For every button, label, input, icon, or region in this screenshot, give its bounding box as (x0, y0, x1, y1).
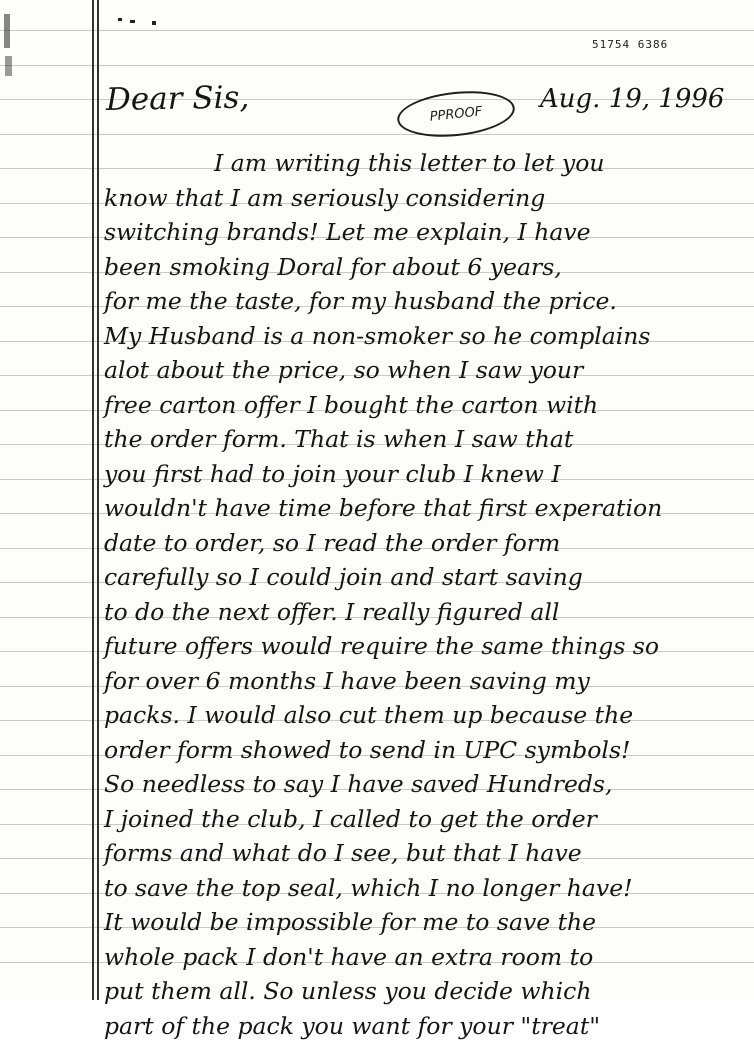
letter-line: carefully so I could join and start saving (104, 560, 744, 595)
letter-line: part of the pack you want for your "treat" (104, 1009, 744, 1043)
letter-date: Aug. 19, 1996 (540, 84, 724, 114)
letter-line: to do the next offer. I really figured all (104, 595, 744, 630)
ruled-line (0, 134, 754, 135)
letter-line: know that I am seriously considering (104, 181, 744, 216)
letter-line: you first had to join your club I knew I (104, 457, 744, 492)
letter-line: whole pack I don't have an extra room to (104, 940, 744, 975)
letter-line: for over 6 months I have been saving my (104, 664, 744, 699)
letter-line: future offers would require the same things so (104, 629, 744, 664)
letter-line: free carton offer I bought the carton with (104, 388, 744, 423)
ruled-line (0, 65, 754, 66)
letter-line: for me the taste, for my husband the price. (104, 284, 744, 319)
letter-line: wouldn't have time before that first experation (104, 491, 744, 526)
margin-line-left (92, 0, 94, 1000)
letter-line: switching brands! Let me explain, I have (104, 215, 744, 250)
salutation: Dear Sis, (106, 80, 250, 118)
letter-line: order form showed to send in UPC symbols! (104, 733, 744, 768)
letter-body (104, 146, 744, 1043)
letter-line: forms and what do I see, but that I have (104, 836, 744, 871)
letter-line: I joined the club, I called to get the order (104, 802, 744, 837)
document-id: 51754 6386 (592, 38, 668, 51)
letter-line: It would be impossible for me to save the (104, 905, 744, 940)
letter-line: I am writing this letter to let you (104, 146, 744, 181)
letter-line: date to order, so I read the order form (104, 526, 744, 561)
scan-dot-2 (130, 20, 135, 23)
scan-speck-top (4, 14, 10, 48)
letter-line: to save the top seal, which I no longer have! (104, 871, 744, 906)
letter-line: been smoking Doral for about 6 years, (104, 250, 744, 285)
letter-line: So needless to say I have saved Hundreds, (104, 767, 744, 802)
letter-line: put them all. So unless you decide which (104, 974, 744, 1009)
letter-line: alot about the price, so when I saw your (104, 353, 744, 388)
scan-dot-3 (152, 21, 156, 25)
proof-stamp-text: PPROOF (429, 104, 483, 124)
letter-line: packs. I would also cut them up because the (104, 698, 744, 733)
ruled-line (0, 30, 754, 31)
margin-line-right (97, 0, 99, 1000)
letter-line: My Husband is a non-smoker so he complains (104, 319, 744, 354)
scan-dot-1 (118, 18, 122, 21)
letter-line: the order form. That is when I saw that (104, 422, 744, 457)
scan-speck-lower (5, 56, 12, 76)
